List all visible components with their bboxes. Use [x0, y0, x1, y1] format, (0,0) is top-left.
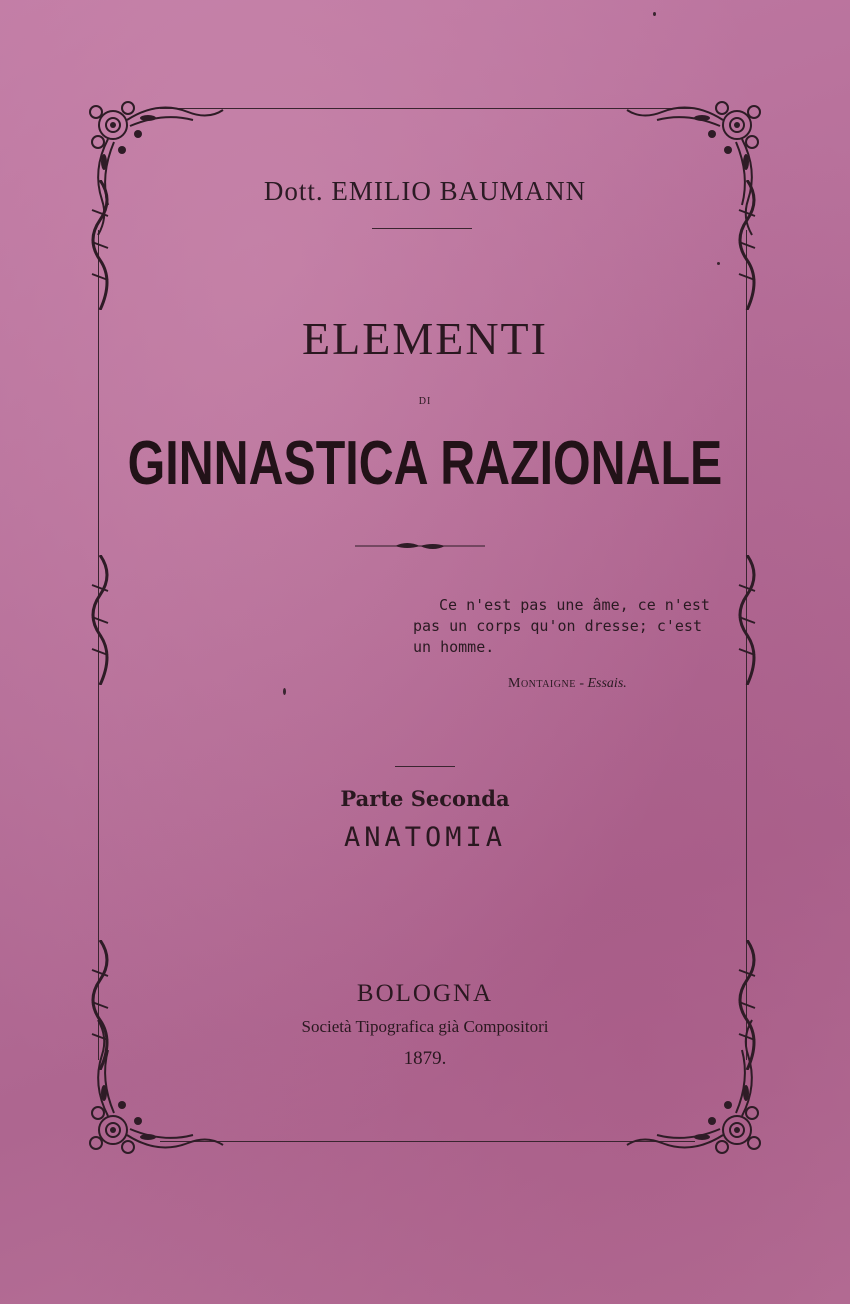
attribution-separator: - — [575, 676, 588, 691]
frame-top-line — [160, 108, 695, 109]
part-rule — [395, 766, 455, 767]
part-subject: ANATOMIA — [343, 822, 507, 853]
epigraph — [413, 595, 710, 658]
part-label: Parte Seconda — [340, 786, 510, 811]
epigraph-line-1: Ce n'est pas une âme, ce n'est — [439, 596, 710, 614]
imprint-publisher: Società Tipografica già Compositori — [301, 1017, 549, 1036]
author-rule — [372, 228, 472, 229]
paper-speck — [653, 12, 656, 16]
attribution-work: Essais. — [587, 676, 627, 691]
paper-speck — [717, 262, 720, 265]
epigraph-line-3: un homme. — [413, 638, 495, 656]
paper-speck — [283, 688, 286, 695]
attribution-author: Montaigne — [508, 676, 576, 691]
author-name: Dott. EMILIO BAUMANN — [263, 176, 587, 206]
title-line-2: GINNASTICA RAZIONALE — [127, 429, 723, 498]
ribbon-scroll-icon — [727, 555, 767, 685]
frame-bottom-line — [160, 1141, 695, 1142]
imprint-year: 1879. — [403, 1048, 447, 1069]
epigraph-line-2: pas un corps qu'on dresse; c'est — [413, 617, 702, 635]
epigraph-attribution — [508, 676, 627, 692]
ribbon-scroll-icon — [80, 555, 120, 685]
imprint-city: BOLOGNA — [356, 980, 494, 1007]
title-line-1: ELEMENTI — [302, 313, 548, 364]
title-connector: DI — [418, 396, 432, 407]
ornamental-rule-icon — [355, 538, 485, 554]
